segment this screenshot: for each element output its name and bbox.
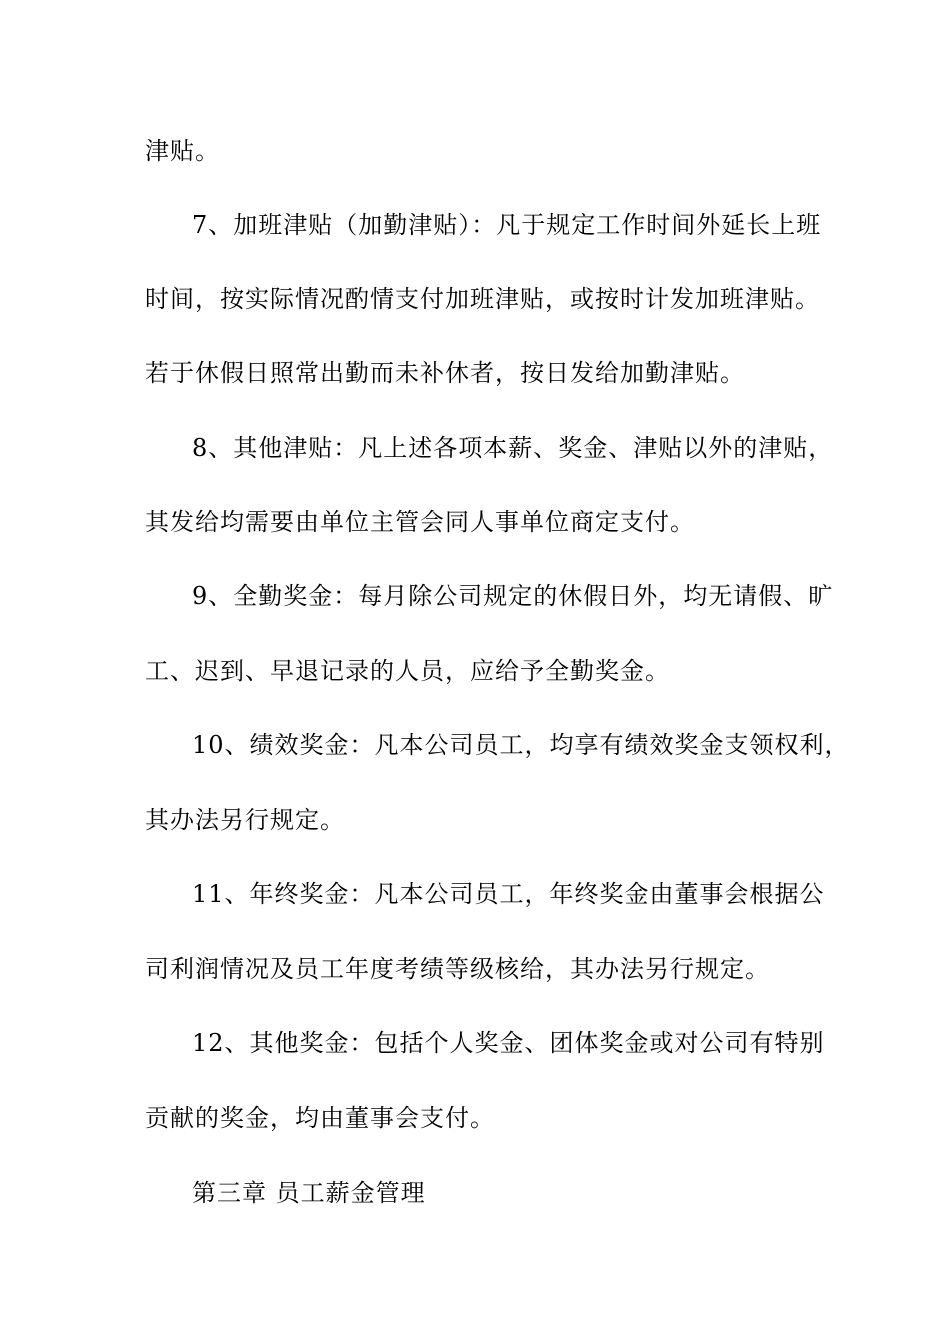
text-line: 其办法另行规定。 (145, 806, 345, 834)
clause-11-heading: 11、年终奖金：凡本公司员工，年终奖金由董事会根据公 (192, 880, 825, 908)
text-line: 时间，按实际情况酌情支付加班津贴，或按时计发加班津贴。 (145, 285, 820, 313)
clause-9-heading: 9、全勤奖金：每月除公司规定的休假日外，均无请假、旷 (192, 582, 834, 610)
text-line: 其发给均需要由单位主管会同人事单位商定支付。 (145, 508, 695, 536)
text-line: 贡献的奖金，均由董事会支付。 (145, 1104, 495, 1132)
clause-10-heading: 10、绩效奖金：凡本公司员工，均享有绩效奖金支领权利， (192, 731, 850, 759)
clause-8-heading: 8、其他津贴：凡上述各项本薪、奖金、津贴以外的津贴， (192, 434, 834, 462)
text-line: 工、迟到、早退记录的人员，应给予全勤奖金。 (145, 657, 670, 685)
text-line: 若于休假日照常出勤而未补休者，按日发给加勤津贴。 (145, 359, 745, 387)
text-line: 津贴。 (145, 137, 220, 165)
text-line: 司利润情况及员工年度考绩等级核给，其办法另行规定。 (145, 955, 770, 983)
clause-12-heading: 12、其他奖金：包括个人奖金、团体奖金或对公司有特别 (192, 1029, 825, 1057)
chapter-heading: 第三章 员工薪金管理 (192, 1179, 426, 1207)
clause-7-heading: 7、加班津贴（加勤津贴）：凡于规定工作时间外延长上班 (192, 211, 822, 239)
